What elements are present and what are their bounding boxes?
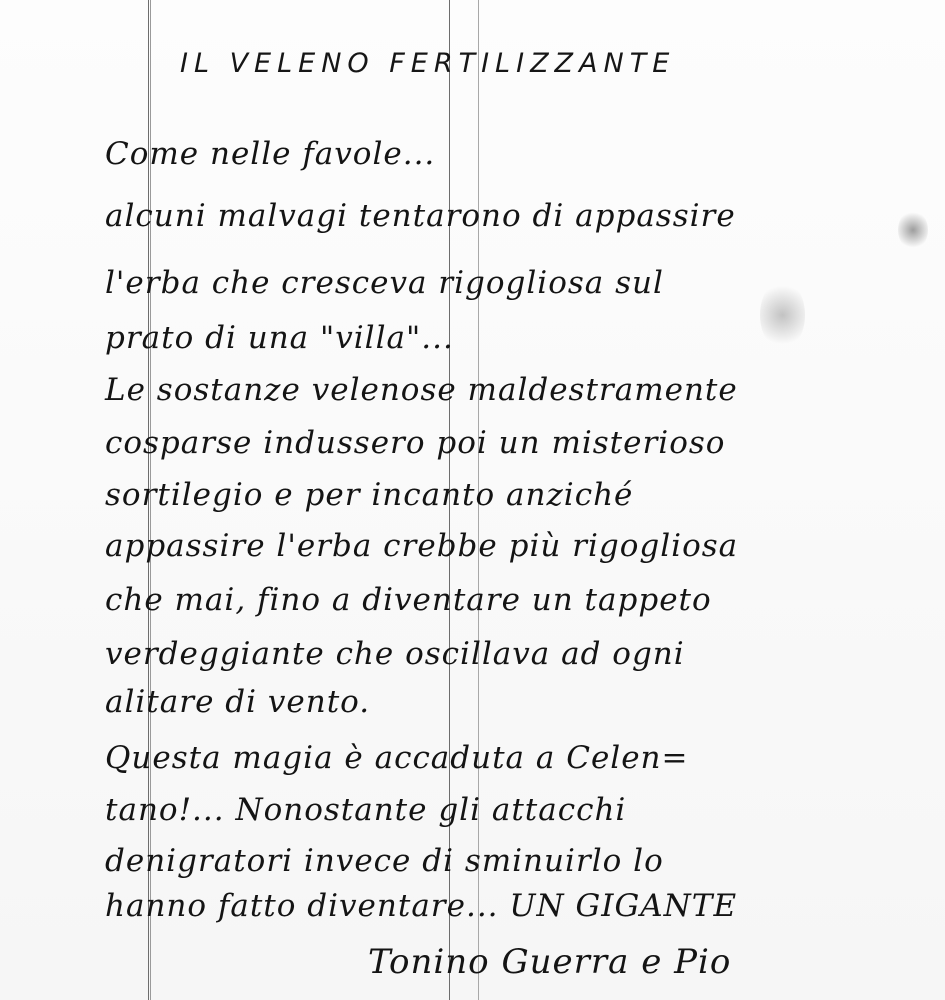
poem-line: Le sostanze velenose maldestramente: [105, 372, 738, 408]
poem-line: denigratori invece di sminuirlo lo: [105, 843, 664, 879]
poem-line: l'erba che cresceva rigogliosa sul: [105, 265, 664, 301]
ink-smudge: [760, 280, 805, 350]
poem-line: Come nelle favole...: [105, 136, 436, 172]
poem-line: verdeggiante che oscillava ad ogni: [105, 636, 685, 672]
poem-line: hanno fatto diventare... UN GIGANTE: [105, 888, 738, 924]
poem-line: Questa magia è accaduta a Celen=: [105, 740, 689, 776]
poem-line: che mai, fino a diventare un tappeto: [105, 582, 712, 618]
poem-line: appassire l'erba crebbe più rigogliosa: [105, 528, 739, 564]
poem-line: cosparse indussero poi un misterioso: [105, 425, 726, 461]
poem-line: sortilegio e per incanto anziché: [105, 477, 634, 513]
poem-line: alcuni malvagi tentarono di appassire: [105, 198, 736, 234]
poem-title: IL VELENO FERTILIZZANTE: [180, 48, 676, 79]
ink-smudge: [898, 210, 928, 250]
signature: Tonino Guerra e Pio: [368, 942, 732, 982]
poem-line: prato di una "villa"...: [105, 320, 454, 356]
poem-line: alitare di vento.: [105, 684, 371, 720]
poem-line: tano!... Nonostante gli attacchi: [105, 792, 627, 828]
